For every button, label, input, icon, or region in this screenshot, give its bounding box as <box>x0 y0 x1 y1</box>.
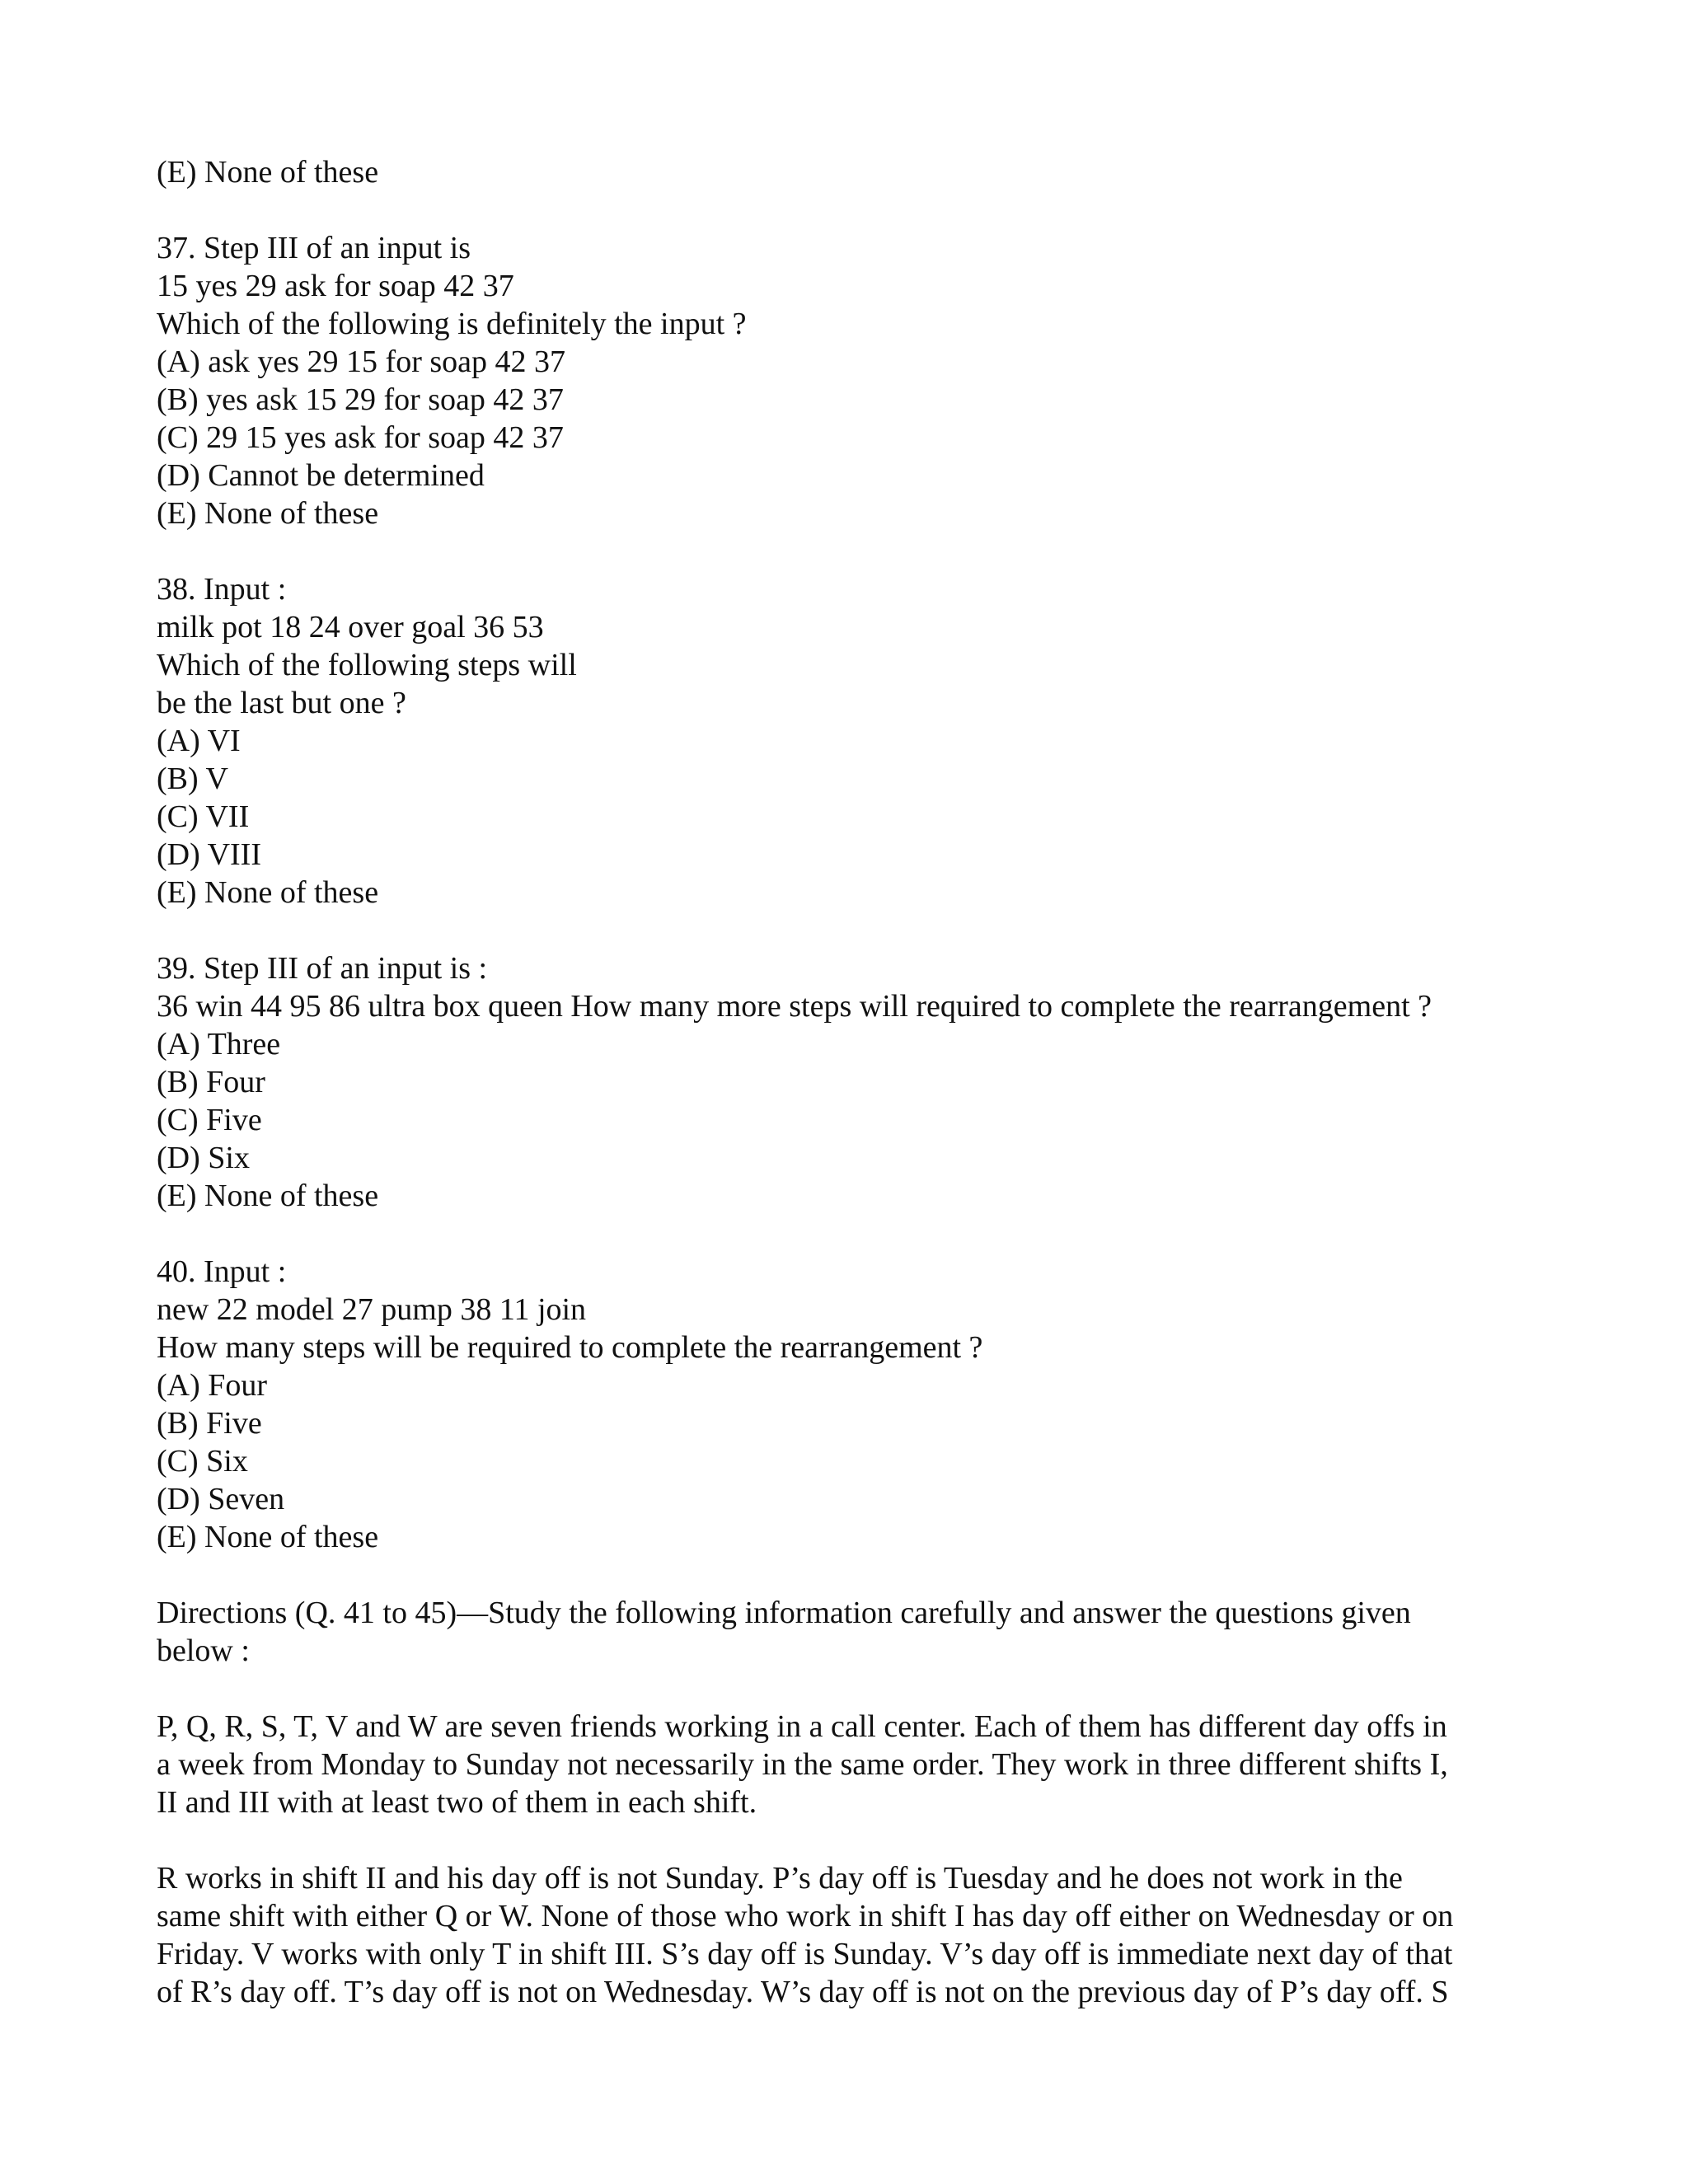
option-b: (B) V <box>157 762 228 796</box>
option-d: (D) Six <box>157 1141 250 1175</box>
passage-line: a week from Monday to Sunday not necessarily in the same order. They work in three different shifts I, <box>157 1747 1448 1782</box>
question-input: milk pot 18 24 over goal 36 53 <box>157 610 544 644</box>
directions-line: Directions (Q. 41 to 45)—Study the following information carefully and answer the questions given <box>157 1596 1411 1630</box>
option-c: (C) Five <box>157 1103 262 1137</box>
previous-question-tail <box>157 153 1541 191</box>
question-input: 36 win 44 95 86 ultra box queen How many more steps will required to complete the rearrangement ? <box>157 989 1432 1024</box>
option-e: (E) None of these <box>157 875 379 910</box>
question-stem: 40. Input : <box>157 1254 287 1289</box>
question-40 <box>157 1253 1541 1556</box>
option-a: (A) Four <box>157 1368 268 1403</box>
option-d: (D) Cannot be determined <box>157 458 485 493</box>
option-c: (C) 29 15 yes ask for soap 42 37 <box>157 420 564 455</box>
option-b: (B) Four <box>157 1065 265 1099</box>
document-page <box>157 153 1541 2011</box>
option-b: (B) yes ask 15 29 for soap 42 37 <box>157 382 564 417</box>
passage-paragraph-1 <box>157 1708 1541 1821</box>
passage-paragraph-2 <box>157 1859 1541 2011</box>
option-c: (C) Six <box>157 1444 248 1479</box>
option-a: (A) Three <box>157 1027 281 1062</box>
option-a: (A) VI <box>157 724 241 758</box>
question-prompt: Which of the following steps will <box>157 648 577 682</box>
question-input: new 22 model 27 pump 38 11 join <box>157 1292 587 1327</box>
directions-line: below : <box>157 1633 250 1668</box>
question-prompt-continued: be the last but one ? <box>157 686 406 720</box>
option-d: (D) Seven <box>157 1482 285 1516</box>
option-e: (E) None of these <box>157 1520 379 1554</box>
question-39 <box>157 949 1541 1215</box>
question-stem: 39. Step III of an input is : <box>157 951 488 986</box>
passage-line: Friday. V works with only T in shift III. S’s day off is Sunday. V’s day off is immediate next day of that <box>157 1937 1453 1971</box>
question-prompt: Which of the following is definitely the input ? <box>157 307 747 341</box>
question-38 <box>157 570 1541 912</box>
passage-line: R works in shift II and his day off is not Sunday. P’s day off is Tuesday and he does not work in the <box>157 1861 1403 1896</box>
option-c: (C) VII <box>157 799 250 834</box>
option-e: (E) None of these <box>157 155 379 190</box>
question-prompt: How many steps will be required to complete the rearrangement ? <box>157 1330 983 1365</box>
question-input: 15 yes 29 ask for soap 42 37 <box>157 269 514 303</box>
option-b: (B) Five <box>157 1406 262 1441</box>
option-e: (E) None of these <box>157 496 379 531</box>
question-37 <box>157 229 1541 532</box>
passage-line: II and III with at least two of them in each shift. <box>157 1785 757 1820</box>
option-e: (E) None of these <box>157 1179 379 1213</box>
question-stem: 37. Step III of an input is <box>157 231 471 265</box>
option-d: (D) VIII <box>157 837 261 872</box>
question-stem: 38. Input : <box>157 572 287 607</box>
passage-line: same shift with either Q or W. None of those who work in shift I has day off either on Wednesday or on <box>157 1899 1454 1933</box>
directions-paragraph <box>157 1594 1541 1670</box>
passage-line: P, Q, R, S, T, V and W are seven friends working in a call center. Each of them has different day offs in <box>157 1709 1447 1744</box>
option-a: (A) ask yes 29 15 for soap 42 37 <box>157 344 566 379</box>
passage-line: of R’s day off. T’s day off is not on Wednesday. W’s day off is not on the previous day of P’s day off. S <box>157 1975 1449 2009</box>
